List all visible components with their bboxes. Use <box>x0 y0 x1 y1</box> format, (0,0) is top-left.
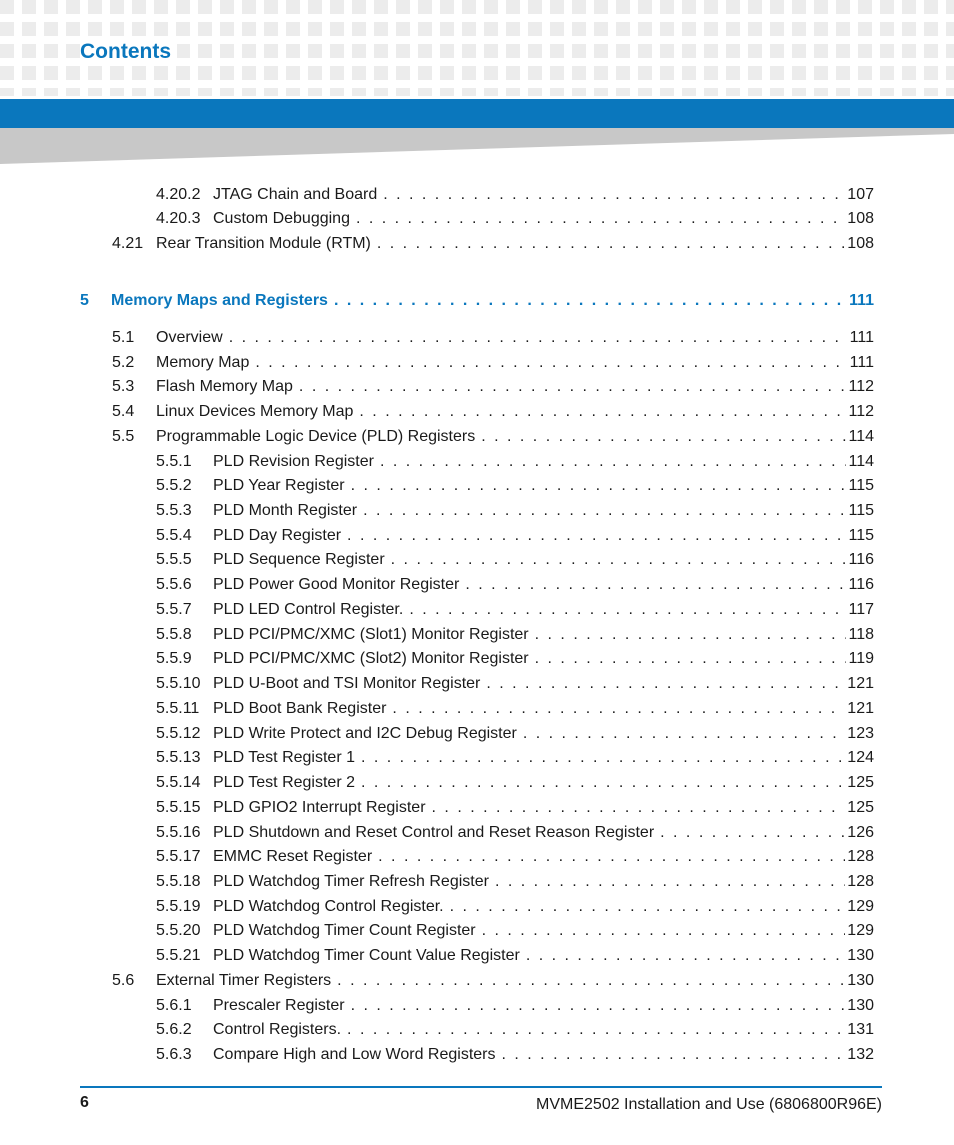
toc-entry[interactable] <box>0 846 954 868</box>
toc-page-number: 117 <box>848 601 874 618</box>
toc-page-number: 112 <box>848 378 874 395</box>
toc-title: Overview <box>156 329 223 346</box>
toc-number: 5.5.18 <box>156 873 201 890</box>
toc-number: 4.20.3 <box>156 210 201 227</box>
toc-page-number: 119 <box>848 650 874 667</box>
toc-entry[interactable] <box>0 945 954 967</box>
toc-page-number: 128 <box>847 848 874 865</box>
toc-page-number: 130 <box>847 972 874 989</box>
toc-entry[interactable] <box>0 475 954 497</box>
toc-title: PLD Power Good Monitor Register <box>213 576 460 593</box>
toc-page-number: 114 <box>848 428 874 445</box>
toc-page-number: 108 <box>847 210 874 227</box>
toc-title: PLD Sequence Register <box>213 551 385 568</box>
toc-title: PLD PCI/PMC/XMC (Slot1) Monitor Register <box>213 626 529 643</box>
toc-page-number: 130 <box>847 947 874 964</box>
toc-page-number: 121 <box>847 700 874 717</box>
header-wedge <box>0 128 954 164</box>
toc-leader <box>409 599 846 621</box>
toc-title: PLD Watchdog Timer Count Value Register <box>213 947 520 964</box>
toc-entry[interactable] <box>0 426 954 448</box>
toc-leader <box>383 184 845 206</box>
toc-number: 5.3 <box>112 378 135 395</box>
toc-title: PLD Watchdog Timer Refresh Register <box>213 873 489 890</box>
page-number: 6 <box>80 1094 89 1111</box>
toc-leader <box>337 970 845 992</box>
toc-page-number: 125 <box>847 799 874 816</box>
toc-title: PLD Year Register <box>213 477 345 494</box>
toc-leader <box>377 233 845 255</box>
toc-page-number: 116 <box>848 576 874 593</box>
toc-number: 5.5.4 <box>156 527 192 544</box>
toc-number: 5.5.15 <box>156 799 201 816</box>
toc-number: 5.2 <box>112 354 135 371</box>
toc-title: PLD Watchdog Control Register. <box>213 898 444 915</box>
document-title: MVME2502 Installation and Use (6806800R96E) <box>536 1096 882 1113</box>
toc-entry[interactable] <box>0 723 954 745</box>
toc-page-number: 128 <box>847 873 874 890</box>
toc-page-number: 115 <box>848 502 874 519</box>
toc-entry[interactable] <box>0 574 954 596</box>
toc-page-number: 130 <box>847 997 874 1014</box>
toc-number: 5.5.5 <box>156 551 192 568</box>
toc-number: 5.5 <box>112 428 135 445</box>
toc-number: 5.6.3 <box>156 1046 192 1063</box>
toc-number: 4.20.2 <box>156 186 201 203</box>
toc-page-number: 112 <box>848 403 874 420</box>
toc-title: PLD Write Protect and I2C Debug Register <box>213 725 517 742</box>
toc-leader <box>502 1044 846 1066</box>
toc-entry[interactable] <box>0 772 954 794</box>
toc-leader <box>432 797 846 819</box>
toc-number: 5.5.13 <box>156 749 201 766</box>
toc-entry[interactable] <box>0 208 954 230</box>
toc-entry[interactable] <box>0 352 954 374</box>
toc-entry[interactable] <box>0 970 954 992</box>
toc-page-number: 125 <box>847 774 874 791</box>
toc-leader <box>486 673 845 695</box>
toc-leader <box>359 401 846 423</box>
toc-leader <box>255 352 847 374</box>
toc-page-number: 108 <box>847 235 874 252</box>
toc-number: 5 <box>80 292 89 309</box>
toc-title: Linux Devices Memory Map <box>156 403 354 420</box>
toc-page-number: 118 <box>848 626 874 643</box>
toc-number: 5.5.12 <box>156 725 201 742</box>
toc-title: PLD Test Register 2 <box>213 774 355 791</box>
toc-leader <box>351 475 847 497</box>
toc-number: 5.4 <box>112 403 135 420</box>
toc-title: PLD PCI/PMC/XMC (Slot2) Monitor Register <box>213 650 529 667</box>
toc-title: PLD LED Control Register. <box>213 601 404 618</box>
toc-title: PLD U-Boot and TSI Monitor Register <box>213 675 481 692</box>
toc-leader <box>660 822 845 844</box>
toc-leader <box>378 846 845 868</box>
toc-page-number: 126 <box>847 824 874 841</box>
toc-page-number: 111 <box>849 329 874 346</box>
toc-title: PLD Revision Register <box>213 453 374 470</box>
toc-entry[interactable] <box>0 451 954 473</box>
page-title: Contents <box>80 40 177 64</box>
toc-entry[interactable] <box>0 648 954 670</box>
toc-leader <box>523 723 845 745</box>
toc-leader <box>482 920 846 942</box>
toc-entry[interactable] <box>0 896 954 918</box>
toc-leader <box>363 500 846 522</box>
toc-entry[interactable] <box>0 184 954 206</box>
toc-leader <box>347 525 846 547</box>
toc-leader <box>392 698 845 720</box>
toc-number: 5.5.3 <box>156 502 192 519</box>
toc-number: 5.5.19 <box>156 898 201 915</box>
toc-leader <box>356 208 845 230</box>
toc-entry[interactable] <box>0 1019 954 1041</box>
toc-entry[interactable] <box>0 698 954 720</box>
toc-title: Memory Maps and Registers <box>111 292 328 309</box>
toc-leader <box>361 772 845 794</box>
toc-leader <box>347 1019 845 1041</box>
toc-title: PLD Month Register <box>213 502 358 519</box>
toc-entry[interactable] <box>0 822 954 844</box>
toc-entry[interactable] <box>0 376 954 398</box>
toc-title: Control Registers. <box>213 1021 342 1038</box>
toc-entry[interactable] <box>0 401 954 423</box>
toc-chapter[interactable] <box>0 290 954 312</box>
toc-number: 5.5.10 <box>156 675 201 692</box>
toc-page-number: 115 <box>848 527 874 544</box>
toc-title: External Timer Registers <box>156 972 332 989</box>
toc-leader <box>299 376 847 398</box>
toc-title: PLD Watchdog Timer Count Register <box>213 922 476 939</box>
toc-title: JTAG Chain and Board <box>213 186 378 203</box>
toc-page-number: 129 <box>847 898 874 915</box>
toc-leader <box>391 549 847 571</box>
toc-page-number: 121 <box>847 675 874 692</box>
header-band <box>0 99 954 128</box>
footer-rule <box>80 1086 882 1088</box>
toc-page-number: 111 <box>849 292 874 309</box>
toc-leader <box>229 327 848 349</box>
toc-title: PLD Boot Bank Register <box>213 700 387 717</box>
toc-page-number: 107 <box>847 186 874 203</box>
toc-entry[interactable] <box>0 500 954 522</box>
toc-title: Flash Memory Map <box>156 378 293 395</box>
toc-page-number: 123 <box>847 725 874 742</box>
toc-title: Compare High and Low Word Registers <box>213 1046 496 1063</box>
toc-title: PLD GPIO2 Interrupt Register <box>213 799 426 816</box>
toc-title: Custom Debugging <box>213 210 350 227</box>
toc-number: 5.5.7 <box>156 601 192 618</box>
toc-entry[interactable] <box>0 624 954 646</box>
toc-entry[interactable] <box>0 797 954 819</box>
toc-page-number: 132 <box>847 1046 874 1063</box>
toc-leader <box>535 624 847 646</box>
toc-page-number: 116 <box>848 551 874 568</box>
toc-number: 5.6 <box>112 972 135 989</box>
toc-title: PLD Test Register 1 <box>213 749 355 766</box>
toc-page-number: 111 <box>849 354 874 371</box>
toc-number: 5.5.20 <box>156 922 201 939</box>
toc-entry[interactable] <box>0 995 954 1017</box>
toc-entry[interactable] <box>0 549 954 571</box>
toc-title: EMMC Reset Register <box>213 848 373 865</box>
toc-title: PLD Shutdown and Reset Control and Reset Reason Register <box>213 824 655 841</box>
toc-leader <box>361 747 845 769</box>
toc-entry[interactable] <box>0 747 954 769</box>
toc-leader <box>334 290 847 312</box>
toc-number: 5.5.2 <box>156 477 192 494</box>
toc-title: Prescaler Register <box>213 997 345 1014</box>
toc-entry[interactable] <box>0 233 954 255</box>
toc-number: 5.1 <box>112 329 135 346</box>
toc-number: 5.5.6 <box>156 576 192 593</box>
toc-number: 5.5.8 <box>156 626 192 643</box>
toc-entry[interactable] <box>0 871 954 893</box>
toc-title: PLD Day Register <box>213 527 342 544</box>
toc-title: Programmable Logic Device (PLD) Registers <box>156 428 476 445</box>
toc-entry[interactable] <box>0 525 954 547</box>
toc-leader <box>481 426 846 448</box>
toc-page-number: 115 <box>848 477 874 494</box>
toc-leader <box>351 995 846 1017</box>
toc-page-number: 131 <box>847 1021 874 1038</box>
toc-number: 5.5.11 <box>156 700 200 717</box>
toc-number: 5.5.21 <box>156 947 201 964</box>
toc-entry[interactable] <box>0 599 954 621</box>
toc-leader <box>450 896 846 918</box>
toc-number: 5.5.9 <box>156 650 192 667</box>
toc-entry[interactable] <box>0 1044 954 1066</box>
toc-page-number: 124 <box>847 749 874 766</box>
toc-number: 5.6.1 <box>156 997 192 1014</box>
toc-leader <box>380 451 847 473</box>
toc-leader <box>495 871 845 893</box>
toc-leader <box>465 574 846 596</box>
toc-entry[interactable] <box>0 327 954 349</box>
toc-number: 5.5.14 <box>156 774 201 791</box>
toc-leader <box>535 648 847 670</box>
toc-title: Rear Transition Module (RTM) <box>156 235 371 252</box>
toc-number: 5.5.1 <box>156 453 192 470</box>
toc-number: 4.21 <box>112 235 144 252</box>
toc-number: 5.5.16 <box>156 824 201 841</box>
toc-number: 5.6.2 <box>156 1021 192 1038</box>
toc-page-number: 129 <box>847 922 874 939</box>
toc-title: Memory Map <box>156 354 250 371</box>
toc-entry[interactable] <box>0 673 954 695</box>
toc-entry[interactable] <box>0 920 954 942</box>
toc-page-number: 114 <box>848 453 874 470</box>
toc-number: 5.5.17 <box>156 848 201 865</box>
toc-leader <box>526 945 845 967</box>
